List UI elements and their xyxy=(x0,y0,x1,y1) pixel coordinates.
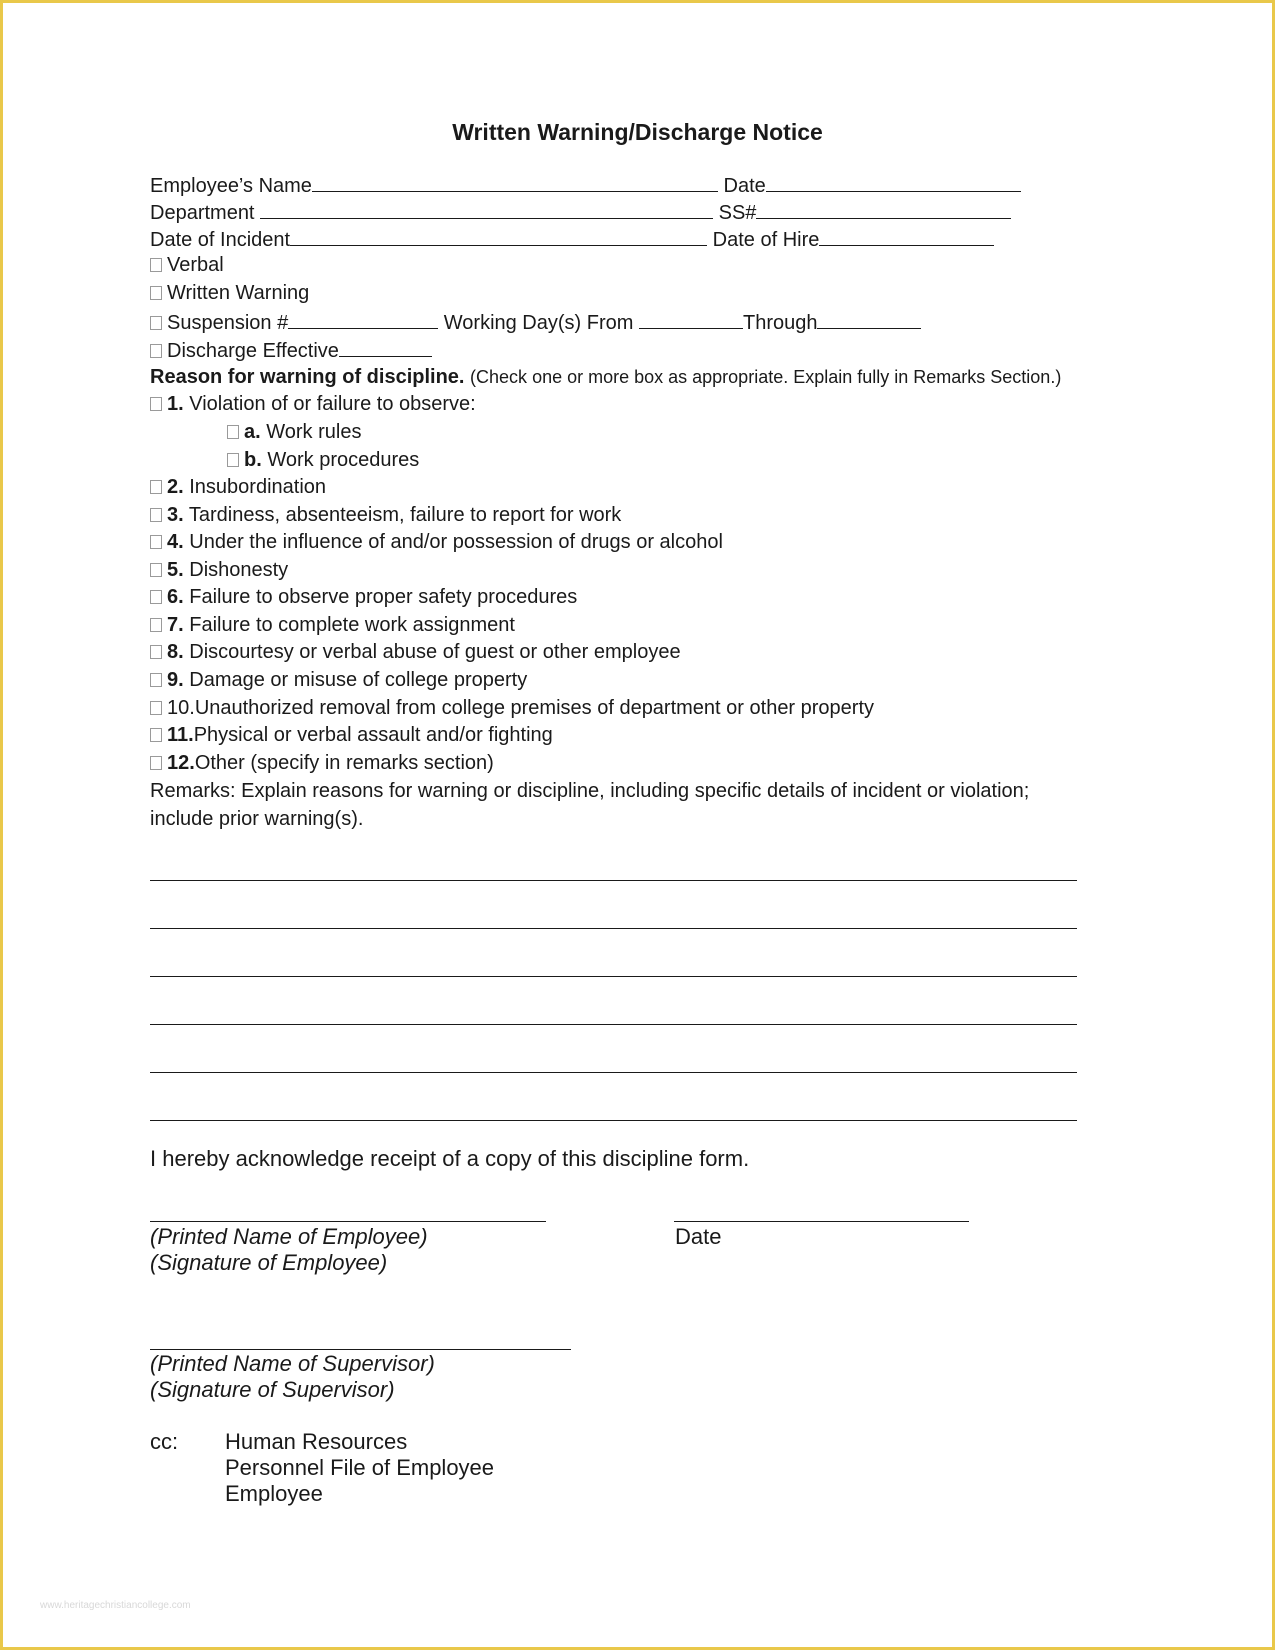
discharge-checkbox[interactable] xyxy=(150,344,162,358)
employee-name-field[interactable] xyxy=(312,172,718,192)
item-text: Work rules xyxy=(266,421,362,443)
reason-heading: Reason for warning of discipline. xyxy=(150,366,465,388)
list-item xyxy=(150,613,515,637)
item-text: Insubordination xyxy=(189,476,327,498)
date-field[interactable] xyxy=(766,172,1021,192)
date-of-hire-label: Date of Hire xyxy=(712,229,820,251)
item-text: Damage or misuse of college property xyxy=(189,669,528,691)
item-number: 12. xyxy=(167,752,195,774)
department-label: Department xyxy=(150,202,255,224)
item-number: 10. xyxy=(167,697,195,719)
item-number: 11. xyxy=(167,724,194,746)
item-number: 9. xyxy=(167,669,184,691)
item-checkbox[interactable] xyxy=(227,453,239,467)
item-text: Unauthorized removal from college premises of department or other property xyxy=(194,697,875,719)
item-checkbox[interactable] xyxy=(150,535,162,549)
item-checkbox[interactable] xyxy=(227,425,239,439)
date-of-incident-label: Date of Incident xyxy=(150,229,291,251)
item-number: 6. xyxy=(167,586,184,608)
item-checkbox[interactable] xyxy=(150,728,162,742)
ss-label: SS# xyxy=(718,202,757,224)
item-number: 1. xyxy=(167,393,184,415)
remarks-rule[interactable] xyxy=(150,1120,1077,1121)
item-checkbox[interactable] xyxy=(150,673,162,687)
item-number: 4. xyxy=(167,531,184,553)
remarks-rule[interactable] xyxy=(150,928,1077,929)
printed-name-supervisor-label: (Printed Name of Supervisor) xyxy=(150,1351,435,1376)
remarks-rule[interactable] xyxy=(150,880,1077,881)
item-text: Work procedures xyxy=(267,449,420,471)
cc-recipient: Personnel File of Employee xyxy=(225,1455,495,1480)
supervisor-signature-line[interactable] xyxy=(150,1349,571,1350)
item-checkbox[interactable] xyxy=(150,701,162,715)
department-row xyxy=(150,199,1011,225)
list-item xyxy=(150,751,494,775)
item-checkbox[interactable] xyxy=(150,645,162,659)
item-checkbox[interactable] xyxy=(150,397,162,411)
item-text: Failure to complete work assignment xyxy=(189,614,515,636)
item-text: Under the influence of and/or possession of drugs or alcohol xyxy=(189,531,723,553)
item-text: Other (specify in remarks section) xyxy=(194,752,494,774)
suspension-number-field[interactable] xyxy=(288,309,438,329)
item-number: 5. xyxy=(167,559,184,581)
item-number: 7. xyxy=(167,614,184,636)
remarks-line-2: include prior warning(s). xyxy=(150,808,364,830)
item-text: Failure to observe proper safety procedures xyxy=(189,586,578,608)
list-item xyxy=(150,640,681,664)
item-text: Discourtesy or verbal abuse of guest or other employee xyxy=(189,641,681,663)
remarks-rule[interactable] xyxy=(150,976,1077,977)
discharge-row xyxy=(150,337,432,363)
employee-name-row xyxy=(150,172,1021,198)
reason-note: (Check one or more box as appropriate. Explain fully in Remarks Section.) xyxy=(470,367,1062,387)
item-text: Dishonesty xyxy=(189,559,289,581)
verbal-checkbox[interactable] xyxy=(150,258,162,272)
item-checkbox[interactable] xyxy=(150,480,162,494)
item-checkbox[interactable] xyxy=(150,618,162,632)
date-of-hire-field[interactable] xyxy=(819,226,994,246)
item-checkbox[interactable] xyxy=(150,590,162,604)
list-item xyxy=(150,503,621,527)
department-field[interactable] xyxy=(260,199,713,219)
employee-signature-line[interactable] xyxy=(150,1221,546,1222)
list-item xyxy=(150,723,553,747)
through-label: Through xyxy=(742,312,818,334)
list-item xyxy=(150,558,288,582)
item-checkbox[interactable] xyxy=(150,756,162,770)
date-of-incident-field[interactable] xyxy=(290,226,707,246)
list-item xyxy=(150,585,577,609)
item-number: 3. xyxy=(167,504,184,526)
form-title: Written Warning/Discharge Notice xyxy=(452,119,823,145)
ss-field[interactable] xyxy=(756,199,1011,219)
list-item xyxy=(227,420,361,444)
item-text: Tardiness, absenteeism, failure to report for work xyxy=(188,504,622,526)
suspension-checkbox[interactable] xyxy=(150,316,162,330)
list-item xyxy=(150,392,476,416)
item-text: Physical or verbal assault and/or fighting xyxy=(193,724,553,746)
item-number: b. xyxy=(244,449,262,471)
item-checkbox[interactable] xyxy=(150,508,162,522)
item-number: 8. xyxy=(167,641,184,663)
suspension-label: Suspension # xyxy=(167,312,289,334)
acknowledgment-text: I hereby acknowledge receipt of a copy of this discipline form. xyxy=(150,1146,750,1171)
list-item xyxy=(227,448,419,472)
date-label: Date xyxy=(723,175,766,197)
incident-row xyxy=(150,226,994,252)
list-item xyxy=(150,696,874,720)
remarks-line-1: Remarks: Explain reasons for warning or discipline, including specific details of incident or violation; xyxy=(150,780,1030,802)
printed-name-employee-label: (Printed Name of Employee) xyxy=(150,1224,428,1249)
verbal-row xyxy=(150,253,224,277)
cc-label: cc: xyxy=(150,1429,179,1454)
item-number: 2. xyxy=(167,476,184,498)
item-checkbox[interactable] xyxy=(150,563,162,577)
list-item xyxy=(150,530,723,554)
item-text: Violation of or failure to observe: xyxy=(189,393,476,415)
working-days-from-label: Working Day(s) From xyxy=(443,312,634,334)
written-warning-row xyxy=(150,281,309,305)
signature-supervisor-label: (Signature of Supervisor) xyxy=(150,1377,395,1402)
written-warning-label: Written Warning xyxy=(167,282,310,304)
remarks-rule[interactable] xyxy=(150,1072,1077,1073)
discharge-effective-label: Discharge Effective xyxy=(167,340,339,362)
discharge-date-field[interactable] xyxy=(339,337,432,357)
cc-recipient: Employee xyxy=(225,1481,323,1506)
signature-employee-label: (Signature of Employee) xyxy=(150,1250,388,1275)
signature-date-label: Date xyxy=(675,1224,722,1249)
watermark-text: www.heritagechristiancollege.com xyxy=(40,1600,191,1611)
list-item xyxy=(150,668,527,692)
item-number: a. xyxy=(244,421,261,443)
employee-name-label: Employee’s Name xyxy=(150,175,312,197)
remarks-rule[interactable] xyxy=(150,1024,1077,1025)
verbal-label: Verbal xyxy=(167,254,224,276)
from-date-field[interactable] xyxy=(639,309,743,329)
list-item xyxy=(150,475,326,499)
through-date-field[interactable] xyxy=(817,309,921,329)
written-warning-checkbox[interactable] xyxy=(150,286,162,300)
employee-date-line[interactable] xyxy=(674,1221,969,1222)
cc-recipient: Human Resources xyxy=(225,1429,408,1454)
suspension-row xyxy=(150,309,921,335)
reason-row xyxy=(150,365,1061,389)
